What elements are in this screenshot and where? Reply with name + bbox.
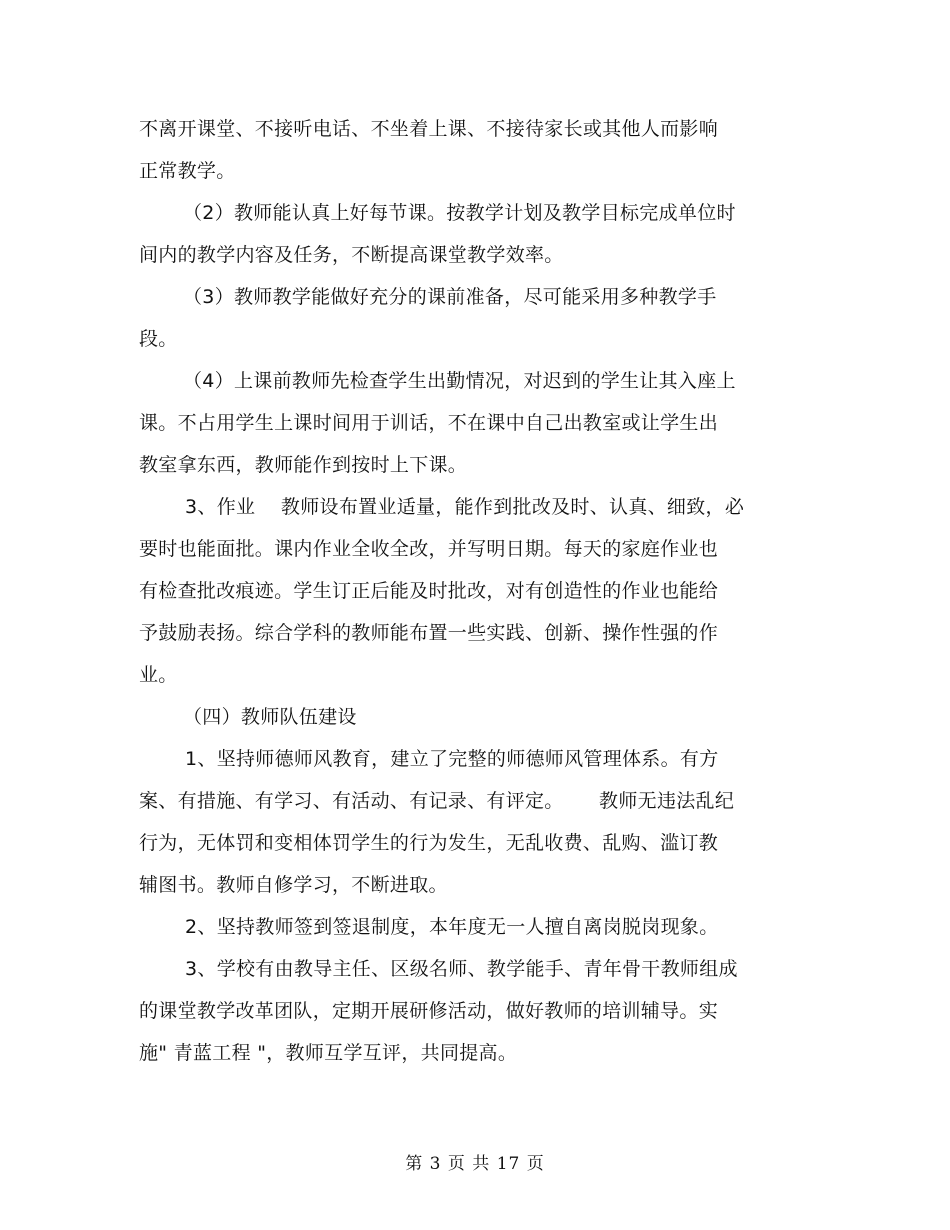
text-line: 有检查批改痕迹。学生订正后能及时批改，对有创造性的作业也能给	[139, 580, 719, 602]
text-line: （2）教师能认真上好每节课。按教学计划及教学目标完成单位时	[183, 202, 736, 224]
text-line: 辅图书。教师自修学习，不断进取。	[139, 874, 448, 896]
text-line: （4）上课前教师先检查学生出勤情况，对迟到的学生让其入座上	[183, 370, 736, 392]
text-line: 3、作业 教师设布置业适量，能作到批改及时、认真、细致，必	[185, 496, 745, 518]
text-line: 案、有措施、有学习、有活动、有记录、有评定。 教师无违法乱纪	[139, 790, 735, 812]
text-line: 3、学校有由教导主任、区级名师、教学能手、青年骨干教师组成	[185, 958, 738, 980]
page-number-footer: 第 3 页 共 17 页	[405, 1154, 545, 1174]
text-line: 行为，无体罚和变相体罚学生的行为发生，无乱收费、乱购、滥订教	[139, 832, 719, 854]
text-line: 1、坚持师德师风教育，建立了完整的师德师风管理体系。有方	[185, 748, 719, 770]
text-line: 业。	[139, 664, 178, 686]
text-line: 的课堂教学改革团队，定期开展研修活动，做好教师的培训辅导。实	[139, 1000, 719, 1022]
text-line: 施" 青蓝工程 "，教师互学互评，共同提高。	[139, 1042, 518, 1064]
text-line: 间内的教学内容及任务，不断提高课堂教学效率。	[139, 244, 564, 266]
text-line: 予鼓励表扬。综合学科的教师能布置一些实践、创新、操作性强的作	[139, 622, 719, 644]
text-line: 2、坚持教师签到签退制度，本年度无一人擅自离岗脱岗现象。	[185, 916, 719, 938]
text-line: 课。不占用学生上课时间用于训话，不在课中自己出教室或让学生出	[139, 412, 719, 434]
section-heading: （四）教师队伍建设	[183, 706, 357, 728]
text-line: （3）教师教学能做好充分的课前准备，尽可能采用多种教学手	[183, 286, 717, 308]
text-line: 段。	[139, 328, 178, 350]
text-line: 要时也能面批。课内作业全收全改，并写明日期。每天的家庭作业也	[139, 538, 719, 560]
text-line: 正常教学。	[139, 160, 236, 182]
text-line: 教室拿东西，教师能作到按时上下课。	[139, 454, 468, 476]
text-line: 不离开课堂、不接听电话、不坐着上课、不接待家长或其他人而影响	[139, 118, 719, 140]
